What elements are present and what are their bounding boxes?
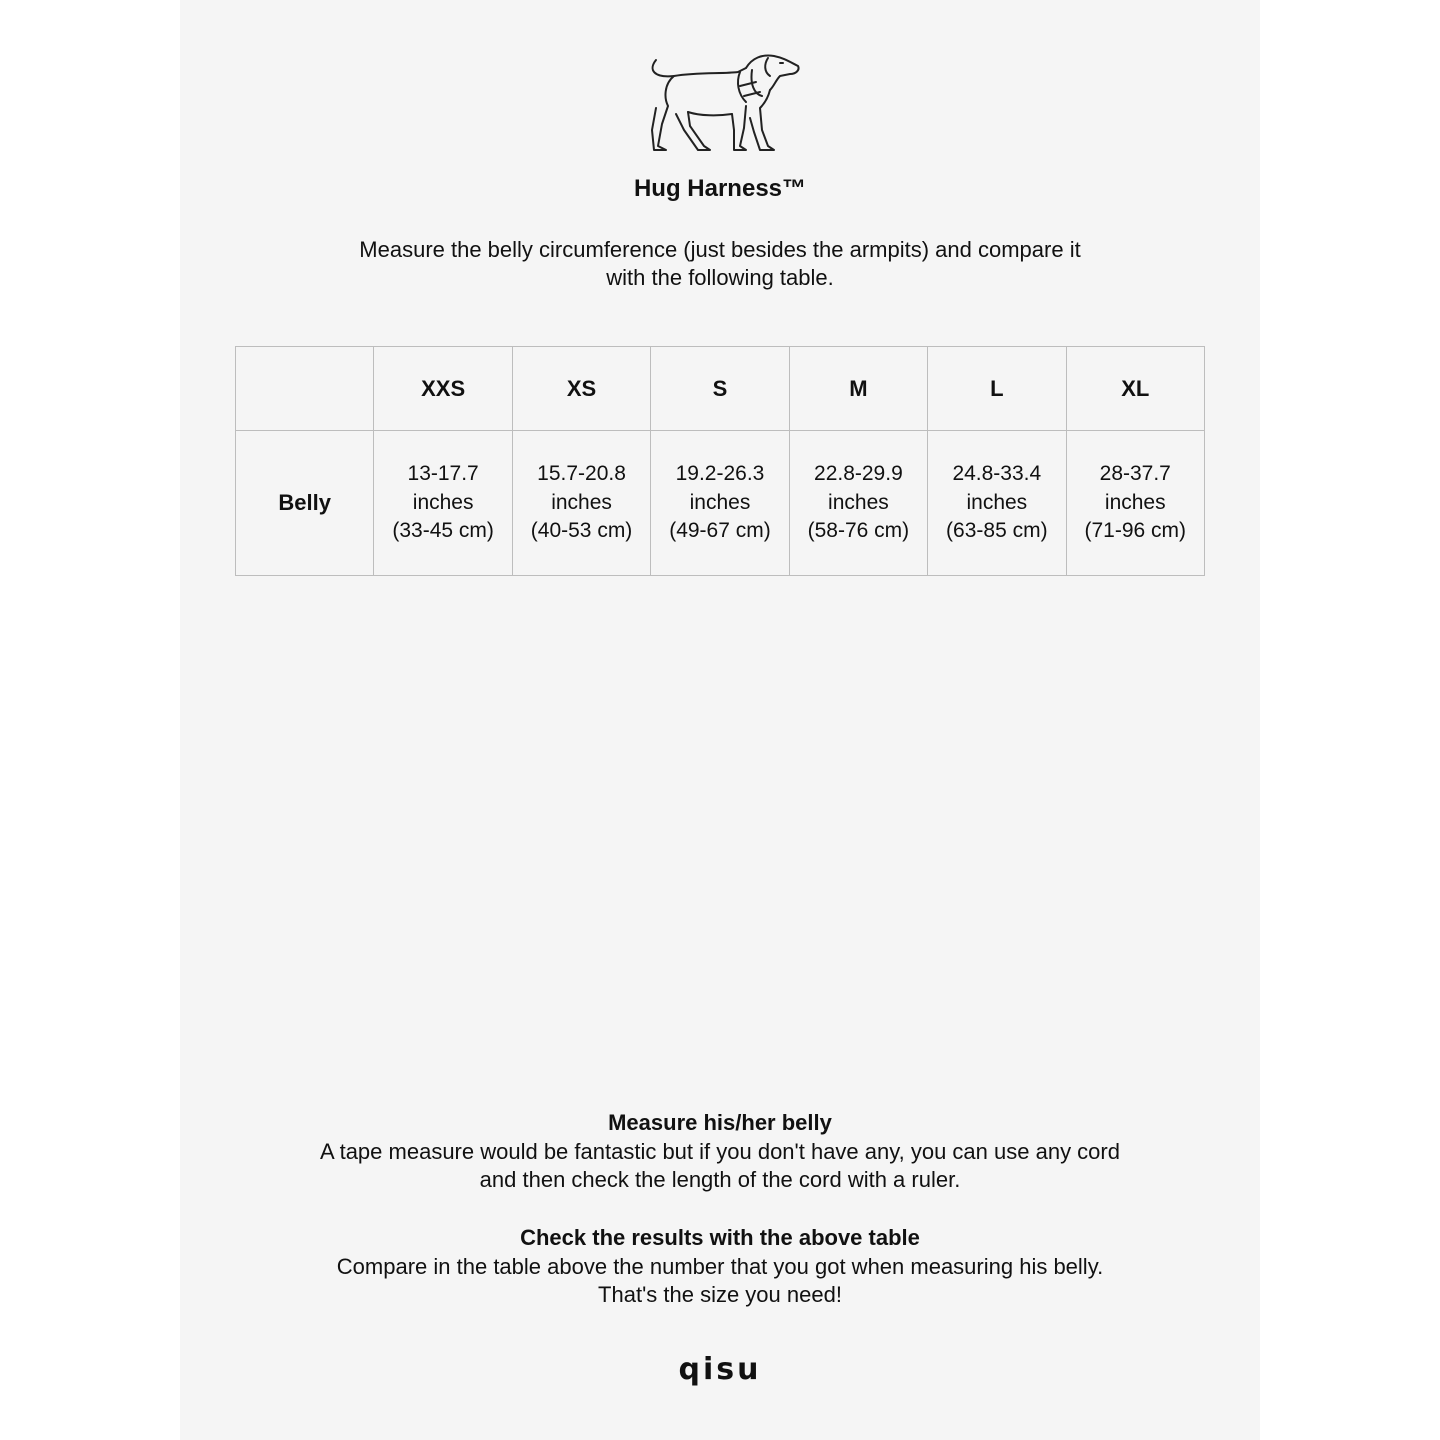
cell-cm: (33-45 cm)	[392, 519, 494, 543]
belly-cell-m	[789, 431, 927, 576]
cell-unit: inches	[412, 490, 474, 514]
brand-logo: qisu	[678, 1352, 762, 1387]
size-header-xs: XS	[512, 347, 650, 431]
belly-row	[236, 431, 1205, 576]
size-header-m: M	[789, 347, 927, 431]
cell-unit: inches	[689, 490, 751, 514]
product-title: Hug Harness™	[633, 175, 807, 202]
size-header-s: S	[651, 347, 789, 431]
size-header-xxs: XXS	[374, 347, 512, 431]
cell-unit: inches	[828, 490, 889, 514]
dog-harness-icon	[628, 50, 808, 158]
belly-cell-s	[651, 431, 789, 576]
cell-cm: (71-96 cm)	[1084, 519, 1187, 543]
cell-unit: inches	[551, 490, 612, 514]
cell-unit: inches	[1104, 490, 1166, 514]
belly-cell-xl	[1066, 431, 1204, 576]
belly-cell-l	[928, 431, 1066, 576]
cell-cm: (40-53 cm)	[530, 519, 633, 543]
intro-text	[320, 236, 1120, 292]
cell-range: 15.7-20.8	[537, 462, 626, 486]
size-header-row	[236, 347, 1205, 431]
measure-heading: Measure his/her belly	[608, 1110, 832, 1135]
check-line: Compare in the table above the number that you got when measuring his belly.	[336, 1253, 1104, 1279]
check-line: That's the size you need!	[598, 1282, 842, 1307]
cell-cm: (49-67 cm)	[669, 519, 771, 543]
cell-cm: (58-76 cm)	[807, 519, 910, 543]
cell-cm: (63-85 cm)	[946, 519, 1048, 543]
measure-section	[240, 1109, 1200, 1195]
cell-range: 28-37.7	[1099, 462, 1171, 486]
cell-range: 22.8-29.9	[814, 462, 903, 486]
intro-line: with the following table.	[606, 265, 834, 290]
cell-range: 19.2-26.3	[675, 462, 765, 486]
size-table	[235, 346, 1205, 576]
check-section	[240, 1224, 1200, 1310]
measure-line: A tape measure would be fantastic but if you don't have any, you can use any cord	[320, 1138, 1120, 1164]
header-empty-cell	[236, 347, 374, 431]
size-header-l: L	[928, 347, 1066, 431]
belly-row-label: Belly	[236, 431, 374, 576]
belly-cell-xs	[512, 431, 650, 576]
intro-line: Measure the belly circumference (just besides the armpits) and compare it	[359, 237, 1081, 262]
check-heading: Check the results with the above table	[520, 1225, 920, 1250]
measure-line: and then check the length of the cord with a ruler.	[479, 1167, 961, 1192]
cell-range: 13-17.7	[407, 462, 479, 486]
cell-range: 24.8-33.4	[952, 462, 1042, 486]
cell-unit: inches	[966, 490, 1028, 514]
size-header-xl: XL	[1066, 347, 1204, 431]
belly-cell-xxs	[374, 431, 512, 576]
